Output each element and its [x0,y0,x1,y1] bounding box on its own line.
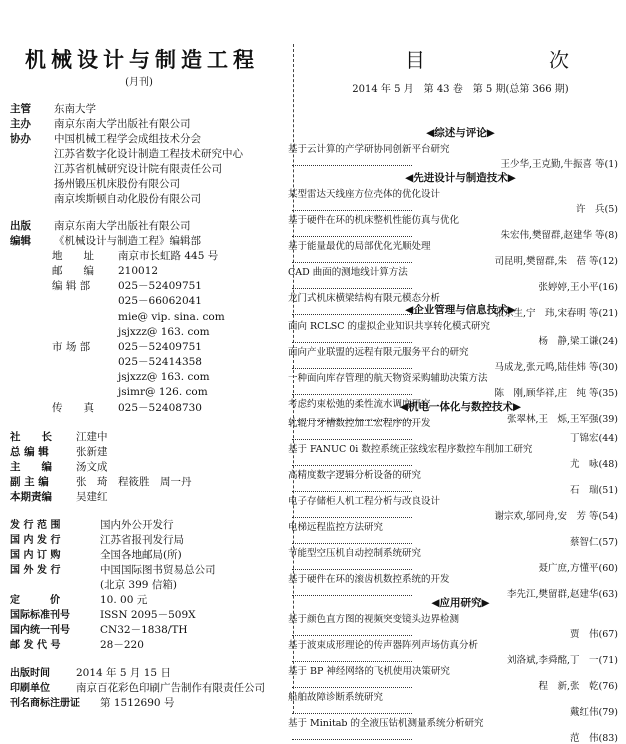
toc-entry-title[interactable]: 基于硬件在环的滚齿机数控系统的开发 [288,574,450,585]
trademark-value: 第 1512690 号 [100,697,175,709]
trademark-label: 刊名商标注册证 [10,698,80,709]
toc-entry-authors: 张翠林,王 烁,王军强(39) [506,414,618,425]
toc-entry-title[interactable]: 基于 FANUC 0i 数控系统正弦线宏程序数控车削加工研究 [288,444,533,455]
toc-entry-authors: 贾 伟(67) [569,629,618,640]
leader-dots [292,165,412,166]
staff-value: 张新建 [76,446,108,458]
toc-entry-title[interactable]: 电子存储柜人机工程分析与改良设计 [288,496,441,507]
toc-entry-authors: 王少华,王克勤,牛振喜 等(1) [500,159,618,170]
toc-entry-authors: 范 伟(83) [569,733,618,744]
leader-dots [292,569,412,570]
toc-entry-authors: 蔡智仁(57) [569,537,618,548]
toc-entry-title[interactable]: CAD 曲面的测地线计算方法 [288,267,408,278]
dist-value: (北京 399 信箱) [100,579,177,591]
email-link[interactable]: jsjxzz@ 163. com [118,326,210,338]
dist-label: 国内统一刊号 [10,625,70,636]
dist-value: 中国国际图书贸易总公司 [100,564,216,576]
leader-dots [292,262,412,263]
staff-label: 社 长 [10,431,52,443]
dist-label: 国 内 发 行 [10,535,61,546]
email-link[interactable]: jsimr@ 126. com [118,386,208,398]
leader-dots [292,342,412,343]
sponsor-label: 协办 [10,133,31,145]
contact-value: 025－52409751 [118,280,202,292]
toc-entry-authors: 司昆明,樊留群,朱 蓓 等(12) [494,256,618,267]
pub-date-value: 2014 年 5 月 15 日 [76,667,171,679]
toc-entry-title[interactable]: 基于 BP 神经网络的飞机使用决策研究 [288,666,450,677]
sponsor-label: 主办 [10,118,31,130]
dist-value: 28－220 [100,639,144,651]
contact-value: 025－52408730 [118,402,202,414]
toc-entry-authors: 程 新,张 乾(76) [538,681,618,692]
toc-entry-authors: 尤 咏(48) [569,459,618,470]
toc-entry-authors: 丁锦宏(44) [569,433,618,444]
dist-value: 国内外公开发行 [100,519,174,531]
staff-label: 本期责编 [10,491,52,503]
leader-dots [292,236,412,237]
toc-entry-authors: 马成龙,张元鸣,陆佳炜 等(30) [494,362,618,373]
journal-title: 机械设计与制造工程 [25,48,259,72]
leader-dots [292,465,412,466]
toc-entry-title[interactable]: 某型雷达天线座方位壳体的优化设计 [288,189,441,200]
sponsor-label: 主管 [10,103,31,115]
toc-entry-title[interactable]: 高精度数字逻辑分析设备的研究 [288,470,422,481]
dist-label: 邮 发 代 号 [10,640,61,651]
printer-label: 印刷单位 [10,683,50,694]
toc-entry-title[interactable]: 轧辊月牙槽数控加工宏程序的开发 [288,418,431,429]
dist-label: 国际标准刊号 [10,610,70,621]
leader-dots [292,368,412,369]
dist-label: 国 内 订 购 [10,550,61,561]
contact-label: 地 址 [52,250,94,262]
toc-entry-authors: 李先江,樊留群,赵建华(63) [506,589,618,600]
toc-entry-title[interactable]: 考虑约束松弛的柔性流水调度研究 [288,399,431,410]
publisher-value: 南京东南大学出版社有限公司 [54,220,191,232]
contact-label: 市 场 部 [52,341,91,353]
toc-title: 目 次 [405,48,621,72]
leader-dots [292,439,412,440]
dist-value: CN32－1838/TH [100,624,188,636]
staff-label: 副 主 编 [10,476,49,488]
sponsor-value: 南京东南大学出版社有限公司 [54,118,191,130]
staff-value: 汤文成 [76,461,108,473]
printer-value: 南京百花彩色印刷广告制作有限责任公司 [76,682,265,694]
staff-label: 总 编 辑 [10,446,49,458]
toc-section-heading: ◀企业管理与信息技术▶ [405,304,516,316]
sponsor-value: 东南大学 [54,103,96,115]
toc-entry-authors: 许 兵(5) [576,204,618,215]
leader-dots [292,491,412,492]
dist-value: ISSN 2095－509X [100,609,196,621]
leader-dots [292,543,412,544]
toc-entry-title[interactable]: 龙门式机床横梁结构有限元模态分析 [288,293,441,304]
toc-entry-authors: 聂广庶,方懂平(60) [538,563,618,574]
sponsor-value: 扬州锻压机床股份有限公司 [54,178,180,190]
dist-label: 国 外 发 行 [10,565,61,576]
editor-label: 编辑 [10,235,31,247]
leader-dots [292,687,412,688]
staff-value: 江建中 [76,431,108,443]
toc-entry-title[interactable]: 基于能量最优的局部优化光顺处理 [288,241,431,252]
leader-dots [292,635,412,636]
toc-entry-title[interactable]: 基于 Minitab 的全液压钻机测量系统分析研究 [288,718,484,729]
dist-label: 定 价 [10,595,60,606]
contact-label: 传 真 [52,402,94,414]
contact-value: 025－52409751 [118,341,202,353]
publisher-label: 出版 [10,220,31,232]
sponsor-value: 江苏省数字化设计制造工程技术研究中心 [54,148,243,160]
toc-entry-authors: 石 瑞(51) [569,485,618,496]
dist-value: 江苏省报刊发行局 [100,534,184,546]
staff-value: 张 琦 程筱胜 周一丹 [76,476,192,488]
staff-label: 主 编 [10,461,52,473]
contact-value: 南京市长虹路 445 号 [118,250,219,262]
leader-dots [292,210,412,211]
toc-entry-authors: 陈 刚,顾华祥,庄 纯 等(35) [494,388,618,399]
sponsor-value: 中国机械工程学会成组技术分会 [54,133,201,145]
leader-dots [292,661,412,662]
toc-entry-authors: 张东生,宁 玮,宋春明 等(21) [494,308,618,319]
toc-entry-authors: 杨 静,梁工谦(24) [538,336,618,347]
frequency: (月刊) [125,77,153,88]
toc-entry-title[interactable]: 一种面向库存管理的航天物资采购辅助决策方法 [288,373,488,384]
contact-value: 025－66062041 [118,295,202,307]
contact-label: 编 辑 部 [52,280,91,292]
toc-entry-title[interactable]: 基于硬件在环的机床整机性能仿真与优化 [288,215,460,226]
toc-entry-title[interactable]: 节能型空压机自动控制系统研究 [288,548,422,559]
dist-value: 全国各地邮局(所) [100,549,182,561]
leader-dots [292,394,412,395]
toc-entry-authors: 戴红伟(79) [569,707,618,718]
toc-entry-title[interactable]: 船舶故障诊断系统研究 [288,692,384,703]
contact-value: 025－52414358 [118,356,202,368]
toc-entry-title[interactable]: 面向产业联盟的远程有限元服务平台的研究 [288,347,469,358]
toc-section-heading: ◀先进设计与制造技术▶ [405,172,516,184]
toc-entry-title[interactable]: 基于颜色直方图的视频突变镜头边界检测 [288,614,460,625]
leader-dots [292,739,412,740]
sponsor-value: 江苏省机械研究设计院有限责任公司 [54,163,222,175]
toc-entry-title[interactable]: 面向 RCLSC 的虚拟企业知识共享转化模式研究 [288,321,491,332]
toc-entry-authors: 谢宗欢,邬同舟,安 芳 等(54) [494,511,618,522]
dist-label: 发 行 范 围 [10,520,61,531]
toc-entry-authors: 朱宏伟,樊留群,赵建华 等(8) [500,230,618,241]
issue-info: 2014 年 5 月 第 43 卷 第 5 期(总第 366 期) [352,84,569,95]
leader-dots [292,517,412,518]
email-link[interactable]: mie@ vip. sina. com [118,311,225,323]
staff-value: 吴建红 [76,491,108,503]
sponsor-value: 南京埃斯顿自动化股份有限公司 [54,193,201,205]
toc-section-heading: ◀机电一体化与数控技术▶ [399,401,522,413]
toc-section-heading: ◀应用研究▶ [431,597,490,609]
contact-label: 邮 编 [52,265,94,277]
toc-entry-title[interactable]: 电梯远程监控方法研究 [288,522,384,533]
toc-entry-authors: 张婷婷,王小平(16) [538,282,618,293]
dist-value: 10. 00 元 [100,594,148,606]
toc-entry-authors: 刘洛斌,李舜酩,丁 一(71) [506,655,618,666]
email-link[interactable]: jsjxzz@ 163. com [118,371,210,383]
toc-entry-title[interactable]: 基于波束成形理论的传声器阵列声场仿真分析 [288,640,479,651]
contact-value: 210012 [118,265,159,277]
pub-date-label: 出版时间 [10,668,50,679]
toc-section-heading: ◀综述与评论▶ [426,127,495,139]
toc-entry-title[interactable]: 基于云计算的产学研协同创新平台研究 [288,144,450,155]
editor-value: 《机械设计与制造工程》编辑部 [54,235,201,247]
leader-dots [292,288,412,289]
leader-dots [292,713,412,714]
